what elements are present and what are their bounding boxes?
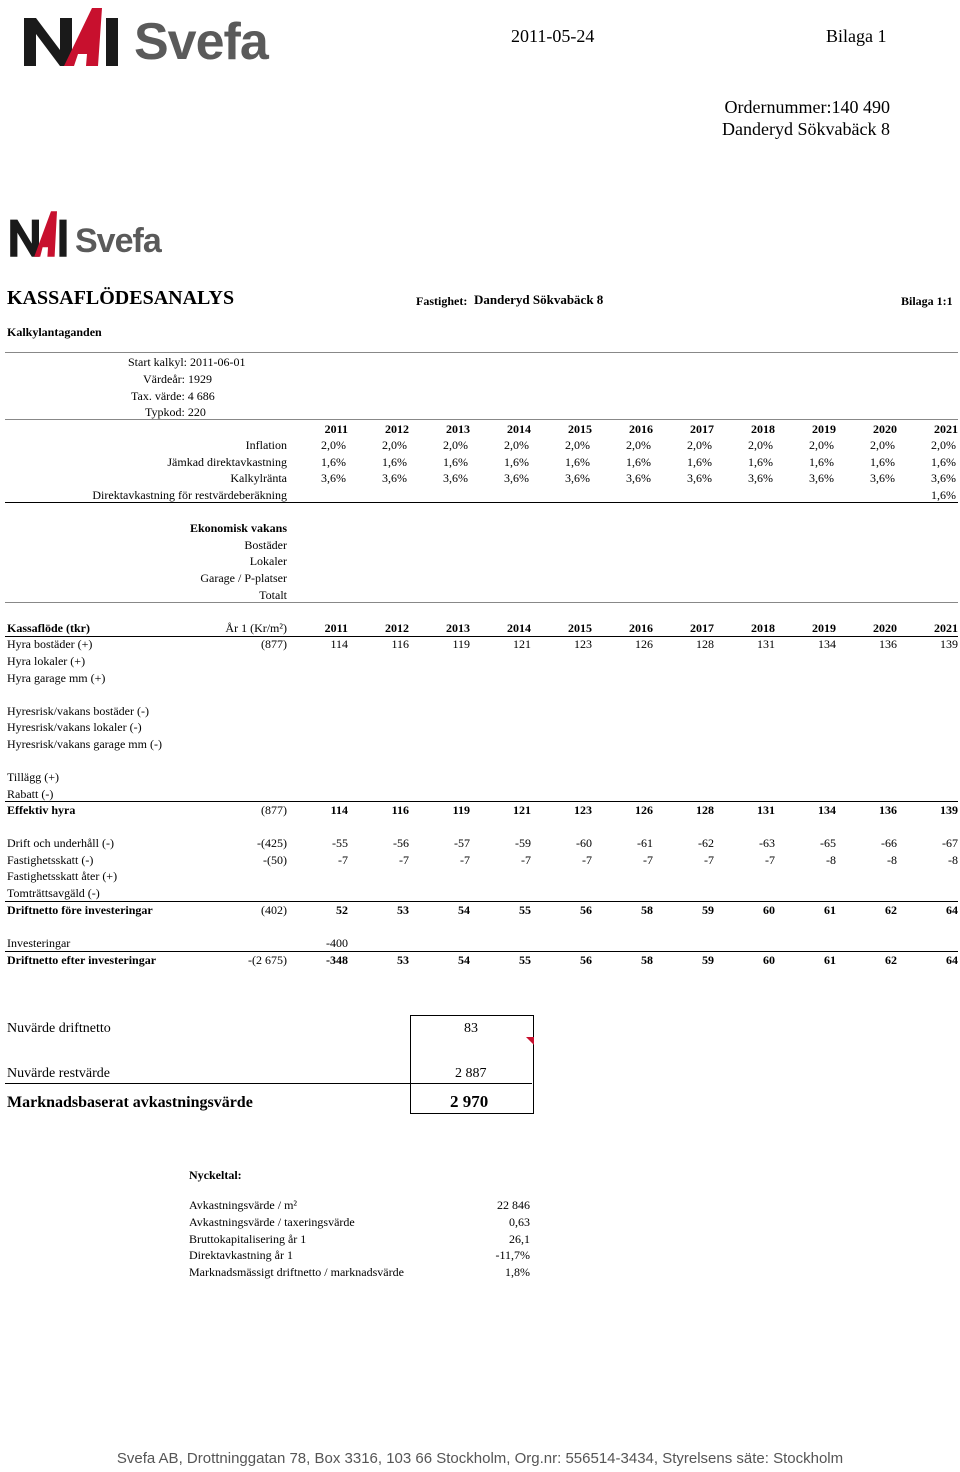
year-header: 2019: [812, 422, 836, 436]
divider: [5, 951, 958, 952]
assumption-cell: 3,6%: [626, 471, 651, 485]
year-header: 2017: [690, 422, 714, 436]
cashflow-cell: -7: [399, 853, 409, 867]
cashflow-cell: -7: [643, 853, 653, 867]
fastighet-value: Danderyd Sökvabäck 8: [474, 292, 604, 307]
assumption-label: Jämkad direktavkastning: [167, 455, 287, 469]
assumption-cell: 1,6%: [809, 455, 834, 469]
cashflow-cell: 54: [458, 903, 470, 917]
cashflow-row-label: Tomträttsavgäld (-): [7, 886, 100, 900]
cashflow-cell: -8: [948, 853, 958, 867]
cashflow-row-label: Investeringar: [7, 936, 71, 950]
assumption-cell: 1,6%: [870, 455, 895, 469]
cashflow-cell: 116: [391, 803, 409, 817]
assumption-cell: 3,6%: [321, 471, 346, 485]
cashflow-cell: 136: [879, 803, 897, 817]
assumption-cell: 2,0%: [809, 438, 834, 452]
header-bilaga: Bilaga 1: [826, 26, 887, 46]
cashflow-cell: -7: [765, 853, 775, 867]
nuvarde-restvarde-label: Nuvärde restvärde: [7, 1066, 111, 1081]
cashflow-cell: 52: [336, 903, 348, 917]
marknad-value: 2 970: [450, 1092, 489, 1111]
cashflow-cell: -7: [582, 853, 592, 867]
cashflow-cell: 126: [635, 637, 653, 651]
assumption-cell: 1,6%: [321, 455, 346, 469]
vakans-item: Garage / P-platser: [200, 571, 287, 585]
cashflow-cell: 59: [702, 953, 714, 967]
cashflow-cell: 53: [397, 953, 409, 967]
cashflow-ar1: (877): [261, 803, 287, 817]
kalkyl-heading: Kalkylantaganden: [7, 325, 102, 339]
marknad-label: Marknadsbaserat avkastningsvärde: [7, 1094, 253, 1111]
ar1-label: År 1 (Kr/m²): [225, 621, 287, 635]
year-header: 2016: [629, 422, 653, 436]
nyckeltal-value: 1,8%: [505, 1265, 530, 1279]
comment-marker-icon: [526, 1037, 534, 1045]
assumption-cell: 1,6%: [748, 455, 773, 469]
report-logo: [9, 210, 161, 258]
cashflow-row-label: Drift och underhåll (-): [7, 836, 114, 850]
vakans-item: Totalt: [259, 588, 287, 602]
nyckeltal-label: Avkastningsvärde / taxeringsvärde: [189, 1215, 355, 1229]
year-header: 2021: [934, 422, 958, 436]
svefa-logo-small-text: Svefa: [75, 222, 161, 260]
cashflow-ar1: (402): [261, 903, 287, 917]
cashflow-row-label: Driftnetto efter investeringar: [7, 953, 157, 967]
cashflow-cell: 131: [757, 637, 775, 651]
year-header: 2016: [629, 621, 653, 635]
vakans-item: Lokaler: [249, 554, 287, 568]
assumption-cell: 2,0%: [748, 438, 773, 452]
year-header: 2013: [446, 621, 470, 635]
cashflow-cell: 136: [879, 637, 897, 651]
typkod: Typkod: 220: [145, 405, 206, 419]
cashflow-cell: 126: [635, 803, 653, 817]
cashflow-cell: 121: [513, 803, 531, 817]
cashflow-ar1: -(425): [257, 836, 287, 850]
cashflow-cell: -60: [576, 836, 592, 850]
nuvarde-driftnetto-value: 83: [464, 1021, 478, 1036]
cashflow-cell: 54: [458, 953, 470, 967]
cashflow-cell: -400: [326, 936, 348, 950]
assumption-cell: 3,6%: [809, 471, 834, 485]
year-header: 2015: [568, 621, 592, 635]
divider: [5, 1083, 532, 1084]
cashflow-cell: -65: [820, 836, 836, 850]
cashflow-cell: -55: [332, 836, 348, 850]
cashflow-cell: 60: [763, 953, 775, 967]
assumption-cell: 3,6%: [870, 471, 895, 485]
divider: [5, 901, 958, 902]
assumption-cell: 1,6%: [443, 455, 468, 469]
cashflow-row-label: Fastighetsskatt åter (+): [7, 869, 118, 883]
cashflow-row-label: Hyresrisk/vakans bostäder (-): [7, 704, 149, 718]
year-header: 2011: [324, 621, 348, 635]
assumption-cell: 1,6%: [626, 455, 651, 469]
assumption-cell: 1,6%: [504, 455, 529, 469]
assumption-cell: 2,0%: [626, 438, 651, 452]
year-header: 2018: [751, 621, 775, 635]
cashflow-cell: 139: [940, 637, 958, 651]
cashflow-cell: 123: [574, 637, 592, 651]
year-header: 2014: [507, 422, 531, 436]
cashflow-cell: 58: [641, 953, 653, 967]
year-header: 2014: [507, 621, 531, 635]
cashflow-cell: -8: [826, 853, 836, 867]
assumption-cell: 3,6%: [565, 471, 590, 485]
nyckeltal-label: Direktavkastning år 1: [189, 1248, 293, 1262]
fastighet-label: Fastighet:: [416, 294, 468, 308]
cashflow-cell: -7: [521, 853, 531, 867]
cashflow-cell: 128: [696, 803, 714, 817]
cashflow-row-label: Hyra garage mm (+): [7, 671, 106, 685]
cashflow-cell: 119: [452, 803, 470, 817]
cashflow-cell: 114: [330, 637, 348, 651]
cashflow-cell: 114: [330, 803, 348, 817]
assumption-cell: 2,0%: [687, 438, 712, 452]
assumption-label: Direktavkastning för restvärdeberäkning: [92, 488, 287, 502]
year-header: 2018: [751, 422, 775, 436]
cashflow-cell: 64: [946, 903, 958, 917]
start-kalkyl: Start kalkyl: 2011-06-01: [128, 355, 246, 369]
cashflow-cell: -7: [704, 853, 714, 867]
cashflow-cell: 60: [763, 903, 775, 917]
header-order: Ordernummer:140 490: [724, 97, 890, 117]
cashflow-cell: 131: [757, 803, 775, 817]
cashflow-cell: 59: [702, 903, 714, 917]
assumption-label: Kalkylränta: [230, 471, 287, 485]
cashflow-cell: 58: [641, 903, 653, 917]
year-header: 2012: [385, 422, 409, 436]
cashflow-cell: -62: [698, 836, 714, 850]
footer: Svefa AB, Drottninggatan 78, Box 3316, 103 66 Stockholm, Org.nr: 556514-3434, Styrelsens säte: Stockholm: [116, 1450, 844, 1467]
assumption-cell: 3,6%: [687, 471, 712, 485]
assumption-cell: 1,6%: [931, 455, 956, 469]
assumption-cell: 3,6%: [382, 471, 407, 485]
cashflow-cell: 128: [696, 637, 714, 651]
cashflow-row-label: Hyra bostäder (+): [7, 637, 93, 651]
year-header: 2020: [873, 422, 897, 436]
svefa-logo-text: Svefa: [134, 13, 268, 71]
cashflow-cell: 116: [391, 637, 409, 651]
year-header: 2013: [446, 422, 470, 436]
nyckeltal-value: 26,1: [509, 1232, 530, 1246]
cashflow-cell: -66: [881, 836, 897, 850]
divider: [5, 602, 958, 603]
assumption-cell: 2,0%: [931, 438, 956, 452]
assumption-label: Inflation: [245, 438, 287, 452]
cashflow-cell: 55: [519, 903, 531, 917]
nyckeltal-label: Marknadsmässigt driftnetto / marknadsvärde: [189, 1265, 404, 1279]
year-header: 2017: [690, 621, 714, 635]
cashflow-row-label: Hyresrisk/vakans lokaler (-): [7, 720, 142, 734]
cashflow-cell: -57: [454, 836, 470, 850]
assumption-cell: 2,0%: [565, 438, 590, 452]
assumption-cell: 2,0%: [870, 438, 895, 452]
cashflow-row-label: Effektiv hyra: [7, 803, 76, 817]
assumption-cell: 3,6%: [931, 471, 956, 485]
divider: [5, 419, 958, 420]
vakans-item: Bostäder: [244, 538, 287, 552]
cashflow-cell: 64: [946, 953, 958, 967]
cashflow-ar1: -(50): [263, 853, 287, 867]
nyckeltal-value: -11,7%: [495, 1248, 530, 1262]
cashflow-cell: -7: [338, 853, 348, 867]
cashflow-ar1: -(2 675): [248, 953, 287, 967]
year-header: 2021: [934, 621, 958, 635]
cashflow-row-label: Rabatt (-): [7, 787, 54, 801]
assumption-cell: 3,6%: [504, 471, 529, 485]
cashflow-heading: Kassaflöde (tkr): [7, 621, 90, 635]
cashflow-cell: -63: [759, 836, 775, 850]
cashflow-cell: 53: [397, 903, 409, 917]
report-title: KASSAFLÖDESANALYS: [7, 287, 235, 309]
cashflow-cell: 55: [519, 953, 531, 967]
year-header: 2019: [812, 621, 836, 635]
assumption-cell: 3,6%: [443, 471, 468, 485]
cashflow-cell: 56: [580, 953, 592, 967]
assumption-cell: 1,6%: [565, 455, 590, 469]
cashflow-cell: -59: [515, 836, 531, 850]
cashflow-cell: -56: [393, 836, 409, 850]
assumption-cell: 1,6%: [931, 488, 956, 502]
nyckeltal-value: 22 846: [497, 1198, 530, 1212]
divider: [5, 352, 958, 353]
assumption-cell: 1,6%: [382, 455, 407, 469]
assumption-cell: 3,6%: [748, 471, 773, 485]
cashflow-cell: 62: [885, 903, 897, 917]
divider: [5, 502, 958, 503]
year-header: 2015: [568, 422, 592, 436]
assumption-cell: 2,0%: [443, 438, 468, 452]
cashflow-row-label: Driftnetto före investeringar: [7, 903, 153, 917]
year-header: 2011: [324, 422, 348, 436]
cashflow-cell: 139: [940, 803, 958, 817]
nuvarde-restvarde-value: 2 887: [455, 1066, 487, 1081]
cashflow-row-label: Tillägg (+): [7, 770, 59, 784]
tax-varde: Tax. värde: 4 686: [131, 389, 215, 403]
nai-logo-icon: [22, 6, 132, 68]
nyckeltal-value: 0,63: [509, 1215, 530, 1229]
vakans-heading: Ekonomisk vakans: [189, 521, 287, 535]
cashflow-cell: -8: [887, 853, 897, 867]
cashflow-cell: 62: [885, 953, 897, 967]
cashflow-cell: -61: [637, 836, 653, 850]
cashflow-cell: 123: [574, 803, 592, 817]
nyckeltal-label: Avkastningsvärde / m²: [189, 1198, 298, 1212]
cashflow-cell: 56: [580, 903, 592, 917]
nai-logo-small-icon: [9, 210, 75, 258]
cashflow-cell: -67: [942, 836, 958, 850]
cashflow-cell: 61: [824, 903, 836, 917]
cashflow-row-label: Hyresrisk/vakans garage mm (-): [7, 737, 162, 751]
assumption-cell: 1,6%: [687, 455, 712, 469]
nyckeltal-label: Bruttokapitalisering år 1: [189, 1232, 307, 1246]
header-property: Danderyd Sökvabäck 8: [722, 119, 890, 139]
cashflow-ar1: (877): [261, 637, 287, 651]
year-header: 2012: [385, 621, 409, 635]
cashflow-row-label: Fastighetsskatt (-): [7, 853, 94, 867]
cashflow-cell: 61: [824, 953, 836, 967]
nai-svefa-logo: [22, 6, 268, 71]
cashflow-row-label: Hyra lokaler (+): [7, 654, 86, 668]
cashflow-cell: -7: [460, 853, 470, 867]
divider: [5, 801, 958, 802]
year-header: 2020: [873, 621, 897, 635]
report-bilaga: Bilaga 1:1: [901, 294, 953, 308]
vardear: Värdeår: 1929: [143, 372, 212, 386]
assumption-cell: 2,0%: [382, 438, 407, 452]
nyckeltal-heading: Nyckeltal:: [189, 1168, 242, 1182]
nuvarde-driftnetto-label: Nuvärde driftnetto: [7, 1021, 111, 1036]
header-date: 2011-05-24: [511, 26, 595, 46]
cashflow-cell: 134: [818, 637, 836, 651]
assumption-cell: 2,0%: [504, 438, 529, 452]
cashflow-cell: 134: [818, 803, 836, 817]
cashflow-cell: -348: [326, 953, 348, 967]
cashflow-cell: 121: [513, 637, 531, 651]
cashflow-cell: 119: [452, 637, 470, 651]
assumption-cell: 2,0%: [321, 438, 346, 452]
